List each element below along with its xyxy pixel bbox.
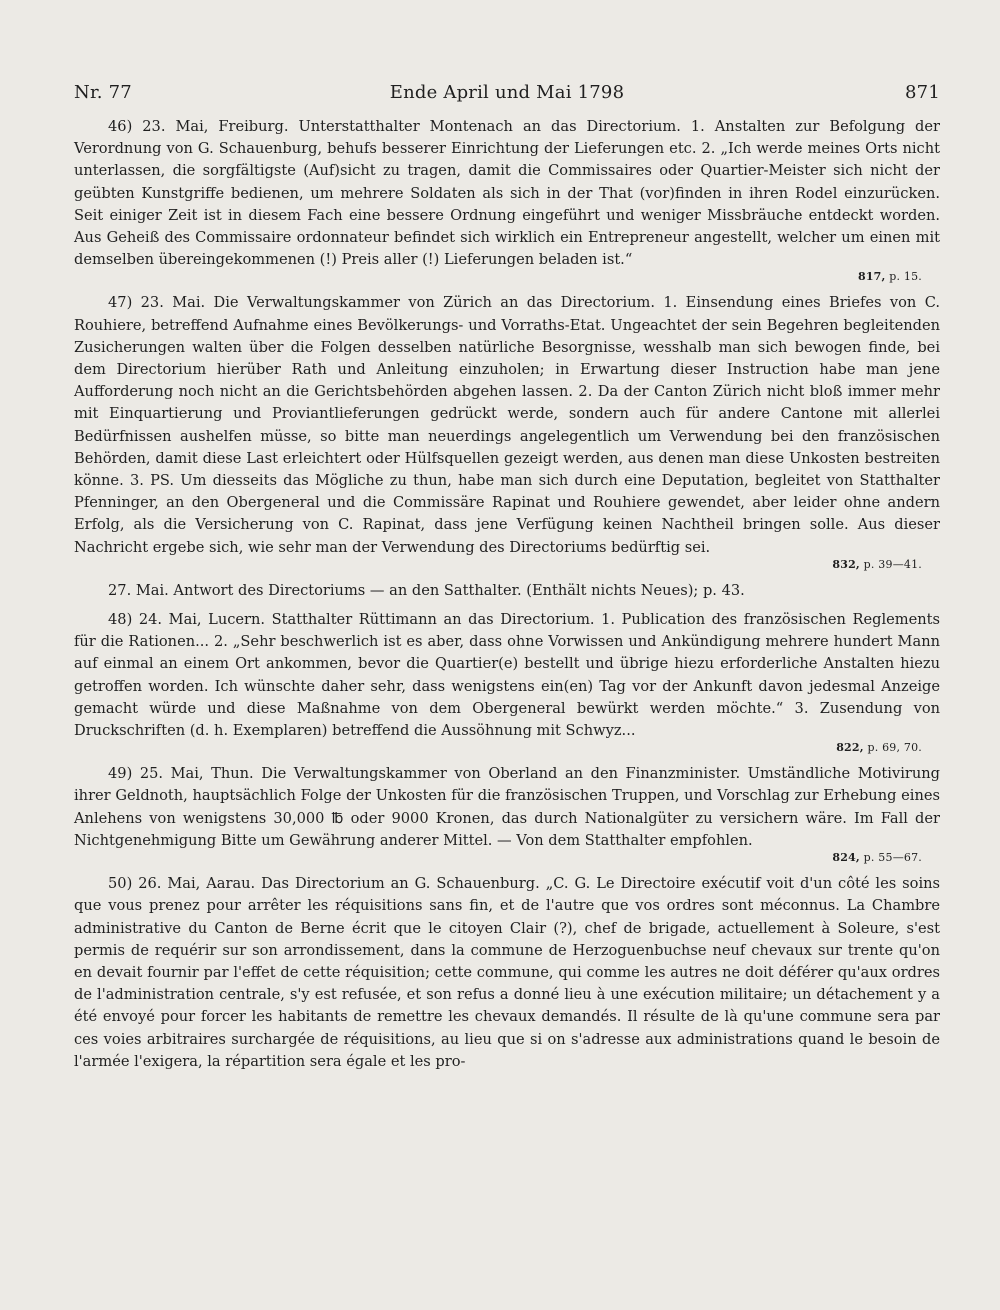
running-title: Ende April und Mai 1798	[389, 82, 625, 103]
source-reference	[74, 740, 940, 756]
source-reference	[74, 269, 940, 285]
entry-reply-27-mai	[74, 580, 940, 602]
source-number: 824,	[832, 851, 860, 865]
source-number: 817,	[857, 270, 886, 284]
entry-49	[74, 763, 940, 866]
entry-text: 27. Mai. Antwort des Directoriums — an den Satthalter. (Enthält nichts Neues); p. 43.	[108, 581, 745, 599]
entry-text: 48) 24. Mai, Lucern. Statthalter Rüttimann an das Directorium. 1. Publication des französischen Reglements für die Rationen... 2. „Sehr beschwerlich ist es aber, dass ohne Vorwissen und Ankündigung mehrere hundert Mann auf einmal an einem Ort ankommen, bevor die Quartier(e) bestellt und übrige hiezu erforderliche Anstalten hiezu getroffen worden. Ich wünschte daher sehr, dass wenigstens ein(en) Tag vor der Ankunft davon jedesmal Anzeige gemacht würde und diese Maßnahme von dem Obergeneral bewürkt werden möchte.“ 3. Zusendung von Druckschriften (d. h. Exemplaren) betreffend die Aussöhnung mit Schwyz...	[74, 611, 940, 740]
entry-text: 50) 26. Mai, Aarau. Das Directorium an G. Schauenburg. „C. G. Le Directoire exécutif voit d'un côté les soins que vous prenez pour arrêter les réquisitions sans fin, et de l'autre que vos ordres sont méconnus. La Chambre administrative du Canton de Berne écrit que le citoyen Clair (?), chef de brigade, actuellement à Soleure, s'est permis de requérir sur son arrondissement, dans la commune de Herzoguenbuchse neuf chevaux sur trente qu'on en devait fournir par l'effet de cette réquisition; cette commune, qui comme les autres ne doit déférer qu'aux ordres de l'administration centrale, s'y est refusée, et son refus a donné lieu à une exécution militaire; un détachement y a été envoyé pour forcer les habitants de remettre les chevaux demandés. Il résulte de là qu'une commune sera par ces voies arbitraires surchargée de réquisitions, au lieu que si on s'adresse aux administrations quand le besoin de l'armée l'exigera, la répartition sera égale et les pro-	[74, 875, 940, 1070]
entry-text: 49) 25. Mai, Thun. Die Verwaltungskammer von Oberland an den Finanzminister. Umständliche Motivirung ihrer Geldnoth, hauptsächlich Folge der Unkosten für die französischen Truppen, und Vorschlag zur Erhebung eines Anlehens von wenigstens 30,000 ℔ oder 9000 Kronen, das durch Nationalgüter zu versichern wäre. Im Fall der Nichtgenehmigung Bitte um Gewährung anderer Mittel. — Von dem Statthalter empfohlen.	[74, 765, 940, 849]
entry-text: 46) 23. Mai, Freiburg. Unterstatthalter Montenach an das Directorium. 1. Anstalten zur Befolgung der Verordnung von G. Schauenburg, behufs besserer Einrichtung der Lieferungen etc. 2. „Ich werde meines Orts nicht unterlassen, die sorgfältigste (Auf)sicht zu tragen, damit die Commissaires oder Quartier-Meister sich nicht der geübten Kunstgriffe bedienen, um mehrere Soldaten als sich in der That (vor)finden in ihren Rodel einzurücken. Seit einiger Zeit ist in diesem Fach eine bessere Ordnung eingeführt und weniger Missbräuche entdeckt worden. Aus Geheiß des Commissaire ordonnateur befindet sich wirklich ein Entrepreneur angestellt, welcher um einen mit demselben übereingekommenen (!) Preis aller (!) Lieferungen beladen ist.“	[74, 118, 940, 269]
page-number: 871	[905, 82, 940, 103]
entry-50	[74, 873, 940, 1073]
source-pages: p. 55—67.	[859, 851, 922, 865]
entry-text: 47) 23. Mai. Die Verwaltungskammer von Zürich an das Directorium. 1. Einsendung eines Briefes von C. Rouhiere, betreffend Aufnahme eines Bevölkerungs- und Vorraths-Etat. Ungeachtet der sein Begehren begleitenden Zusicherungen walten über die Folgen desselben natürliche Besorgnisse, wesshalb man sich bewogen finde, bei dem Directorium hierüber Rath und Anleitung einzuholen; in Erwartung dieser Instruction habe man jene Aufforderung noch nicht an die Gerichtsbehörden abgehen lassen. 2. Da der Canton Zürich nicht bloß immer mehr mit Einquartierung und Proviantlieferungen gedrückt werde, sondern auch für andere Cantone mit allerlei Bedürfnissen aushelfen müsse, so bitte man neuerdings angelegentlich um Verwendung bei den französischen Behörden, damit diese Last erleichtert oder Hülfsquellen gezeigt werden, aus denen man diese Unkosten bestreiten könne. 3. PS. Um diesseits das Mögliche zu thun, habe man sich durch eine Deputation, begleitet von Statthalter Pfenninger, an den Obergeneral und die Commissäre Rapinat und Rouhiere gewendet, aber leider ohne andern Erfolg, als die Versicherung von C. Rapinat, dass jene Verfügung keinen Nachtheil bringen solle. Aus dieser Nachricht ergebe sich, wie sehr man der Verwendung des Directoriums bedürftig sei.	[74, 294, 940, 556]
source-number: 832,	[832, 557, 860, 571]
running-header	[74, 82, 940, 116]
entry-47	[74, 292, 940, 572]
entry-48	[74, 609, 940, 756]
source-pages: p. 69, 70.	[863, 741, 922, 755]
source-number: 822,	[836, 741, 864, 755]
source-reference	[74, 557, 940, 573]
entry-46	[74, 116, 940, 285]
body-text	[74, 116, 940, 1073]
source-pages: p. 15.	[885, 270, 922, 284]
source-pages: p. 39—41.	[859, 557, 922, 571]
document-number: Nr. 77	[74, 82, 132, 103]
source-reference	[74, 850, 940, 866]
